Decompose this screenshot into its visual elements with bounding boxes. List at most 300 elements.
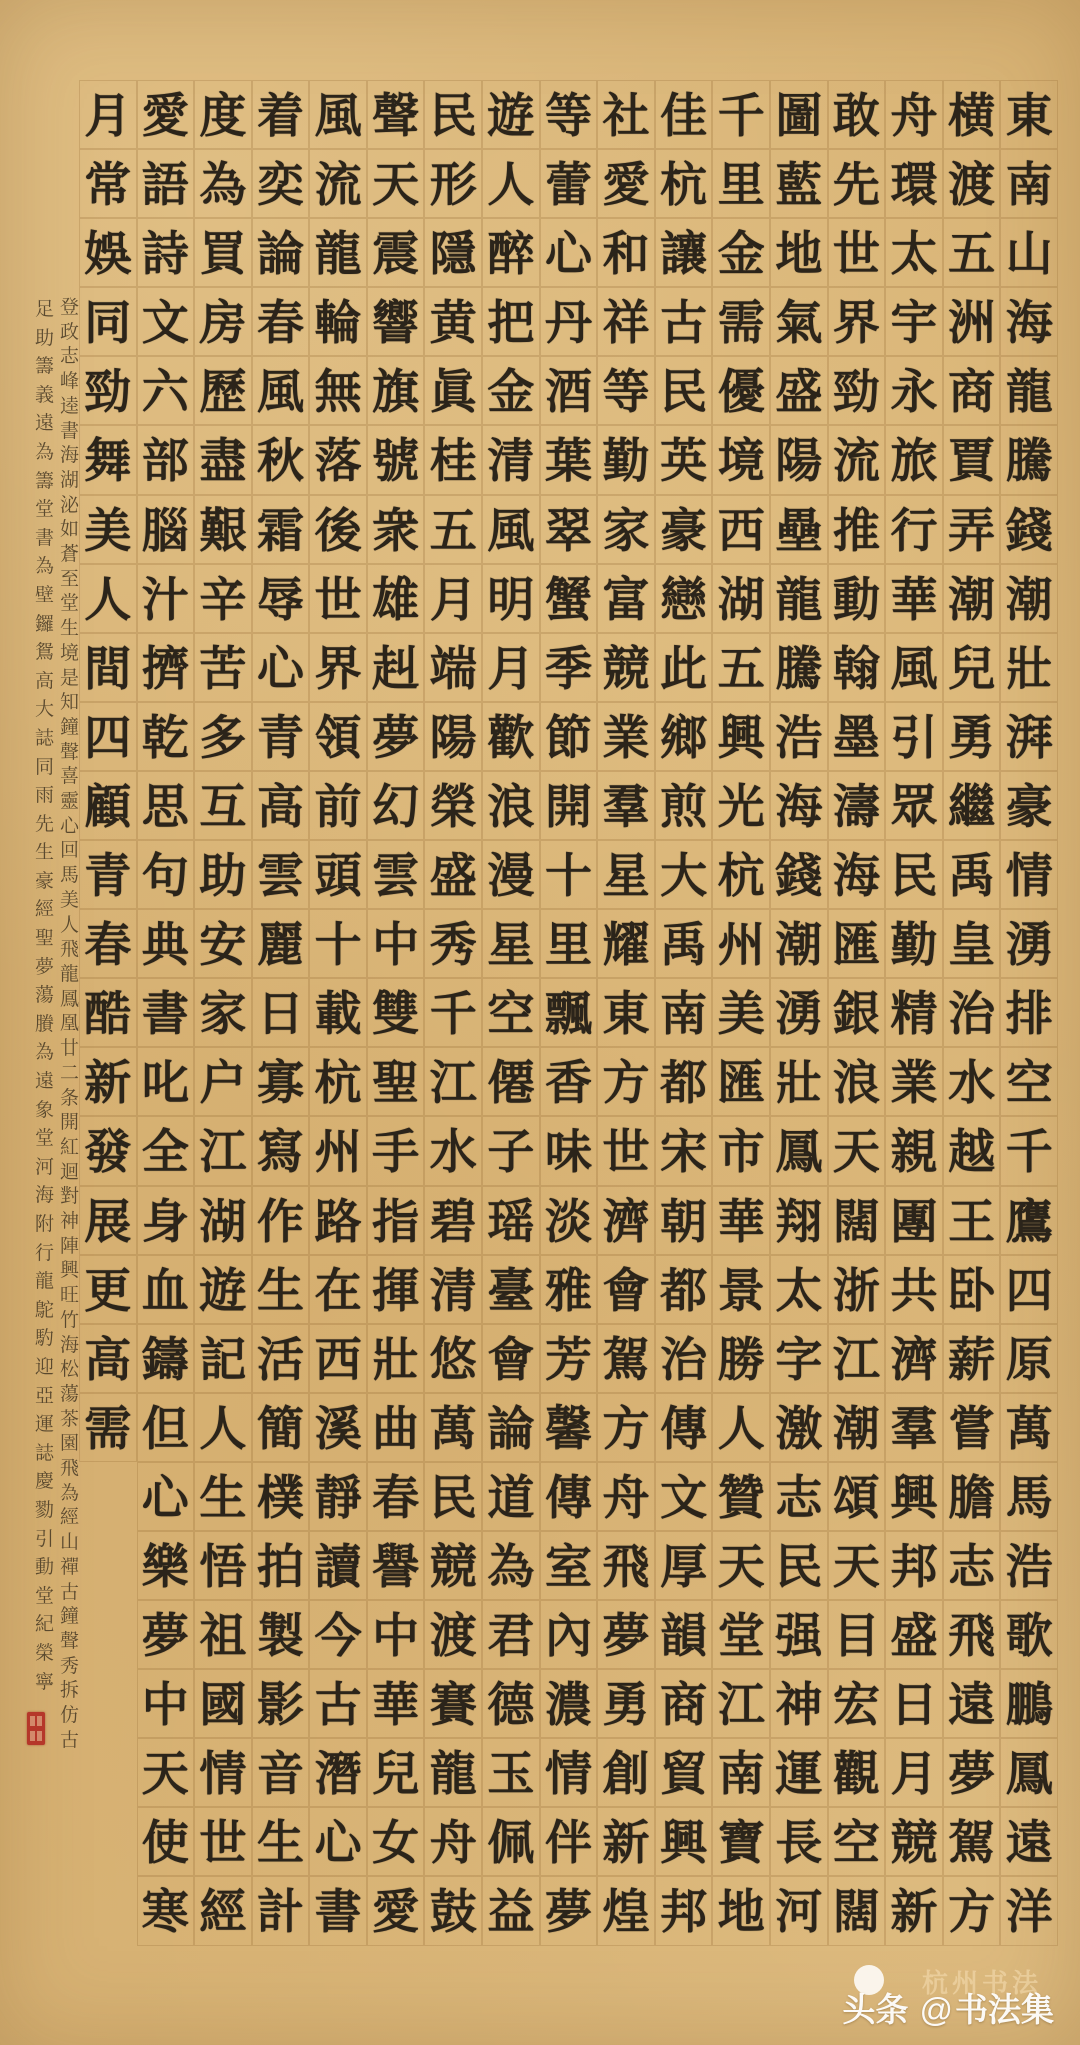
char-cell: 駕 xyxy=(597,1324,655,1393)
char-cell: 中 xyxy=(367,1600,425,1669)
char-cell: 後 xyxy=(309,495,367,564)
colophon-char: 古 xyxy=(59,1729,79,1751)
char-cell: 春 xyxy=(252,287,310,356)
char-cell: 敢 xyxy=(828,80,886,149)
char-cell: 文 xyxy=(137,287,195,356)
char-cell: 季 xyxy=(540,633,598,702)
char-cell: 但 xyxy=(137,1393,195,1462)
colophon-char: 經 xyxy=(59,1507,79,1529)
char-cell: 水 xyxy=(424,1116,482,1185)
char-cell: 發 xyxy=(79,1116,137,1185)
char-cell: 賽 xyxy=(424,1669,482,1738)
char-cell: 拍 xyxy=(252,1531,310,1600)
char-cell: 家 xyxy=(597,495,655,564)
colophon-char: 壁 xyxy=(34,584,54,606)
char-cell: 使 xyxy=(137,1807,195,1876)
char-cell: 東 xyxy=(597,978,655,1047)
text-column xyxy=(770,80,828,1946)
char-cell: 淡 xyxy=(540,1186,598,1255)
colophon-char: 蕩 xyxy=(34,985,54,1007)
colophon-char: 龍 xyxy=(34,1271,54,1293)
char-cell: 天 xyxy=(367,149,425,218)
char-cell: 界 xyxy=(828,287,886,356)
text-column xyxy=(194,80,252,1946)
char-cell: 清 xyxy=(424,1255,482,1324)
char-cell: 戀 xyxy=(655,564,713,633)
char-cell: 兒 xyxy=(943,633,1001,702)
char-cell: 飛 xyxy=(943,1600,1001,1669)
char-cell: 都 xyxy=(655,1255,713,1324)
char-cell: 月 xyxy=(482,633,540,702)
char-cell: 騰 xyxy=(1000,425,1058,494)
char-cell: 舟 xyxy=(885,80,943,149)
colophon-char: 為 xyxy=(34,1042,54,1064)
char-cell: 先 xyxy=(828,149,886,218)
colophon-char: 遠 xyxy=(34,1071,54,1093)
char-cell: 情 xyxy=(194,1738,252,1807)
char-cell: 霜 xyxy=(252,495,310,564)
char-cell: 月 xyxy=(79,80,137,149)
char-cell: 壯 xyxy=(770,1047,828,1116)
char-cell: 市 xyxy=(712,1116,770,1185)
char-cell: 記 xyxy=(194,1324,252,1393)
char-cell: 天 xyxy=(828,1531,886,1600)
char-cell: 汁 xyxy=(137,564,195,633)
char-cell: 業 xyxy=(885,1047,943,1116)
colophon-char: 迴 xyxy=(59,1161,79,1183)
char-cell: 空 xyxy=(482,978,540,1047)
char-cell: 墨 xyxy=(828,702,886,771)
char-cell: 水 xyxy=(943,1047,1001,1116)
char-cell: 飄 xyxy=(540,978,598,1047)
char-cell: 春 xyxy=(367,1462,425,1531)
char-cell: 風 xyxy=(482,495,540,564)
colophon-char: 鳳 xyxy=(59,988,79,1010)
char-cell: 鼓 xyxy=(424,1876,482,1945)
colophon-char: 秀 xyxy=(59,1655,79,1677)
char-cell: 勝 xyxy=(712,1324,770,1393)
colophon-char: 誌 xyxy=(34,1442,54,1464)
char-cell: 今 xyxy=(309,1600,367,1669)
char-cell: 邦 xyxy=(885,1531,943,1600)
char-cell: 家 xyxy=(194,978,252,1047)
colophon-char: 仿 xyxy=(59,1705,79,1727)
char-cell: 情 xyxy=(540,1738,598,1807)
char-cell: 朝 xyxy=(655,1186,713,1255)
char-cell: 浩 xyxy=(770,702,828,771)
char-cell: 五 xyxy=(943,218,1001,287)
char-cell: 親 xyxy=(885,1116,943,1185)
char-cell: 西 xyxy=(309,1324,367,1393)
char-cell: 河 xyxy=(770,1876,828,1945)
char-cell: 日 xyxy=(885,1669,943,1738)
char-cell: 勁 xyxy=(828,356,886,425)
char-cell: 王 xyxy=(943,1186,1001,1255)
char-cell: 社 xyxy=(597,80,655,149)
char-cell: 風 xyxy=(252,356,310,425)
char-cell: 目 xyxy=(828,1600,886,1669)
watermark-brand: 头条 xyxy=(842,1991,909,2028)
char-cell: 風 xyxy=(309,80,367,149)
char-cell: 盡 xyxy=(194,425,252,494)
char-cell: 勇 xyxy=(943,702,1001,771)
char-cell: 悠 xyxy=(424,1324,482,1393)
char-cell: 苦 xyxy=(194,633,252,702)
char-cell: 指 xyxy=(367,1186,425,1255)
char-cell: 古 xyxy=(655,287,713,356)
char-cell: 雲 xyxy=(367,840,425,909)
char-cell: 雄 xyxy=(367,564,425,633)
char-cell: 辛 xyxy=(194,564,252,633)
char-cell: 眞 xyxy=(424,356,482,425)
colophon-column xyxy=(57,296,82,1753)
char-cell: 世 xyxy=(309,564,367,633)
char-cell: 助 xyxy=(194,840,252,909)
char-cell: 悟 xyxy=(194,1531,252,1600)
char-cell: 千 xyxy=(424,978,482,1047)
colophon-char: 如 xyxy=(59,519,79,541)
char-cell: 煎 xyxy=(655,771,713,840)
colophon-char: 神 xyxy=(59,1211,79,1233)
colophon-char: 蒼 xyxy=(59,544,79,566)
char-cell: 月 xyxy=(424,564,482,633)
char-cell: 渡 xyxy=(943,149,1001,218)
char-cell: 心 xyxy=(540,218,598,287)
char-cell: 方 xyxy=(597,1393,655,1462)
colophon-char: 拆 xyxy=(59,1680,79,1702)
watermark-handle: 书法集 xyxy=(955,1991,1054,2028)
char-cell: 旗 xyxy=(367,356,425,425)
colophon-char: 古 xyxy=(59,1581,79,1603)
char-cell: 創 xyxy=(597,1738,655,1807)
char-cell: 洋 xyxy=(1000,1876,1058,1945)
char-cell: 夢 xyxy=(540,1876,598,1945)
char-cell: 互 xyxy=(194,771,252,840)
char-cell: 簡 xyxy=(252,1393,310,1462)
char-cell: 載 xyxy=(309,978,367,1047)
char-cell: 空 xyxy=(828,1807,886,1876)
colophon-char: 鑼 xyxy=(34,613,54,635)
colophon-char: 興 xyxy=(59,1260,79,1282)
char-cell: 原 xyxy=(1000,1324,1058,1393)
char-cell: 愛 xyxy=(597,149,655,218)
colophon-char: 亞 xyxy=(34,1385,54,1407)
char-cell: 漫 xyxy=(482,840,540,909)
text-column xyxy=(885,80,943,1946)
char-cell: 震 xyxy=(367,218,425,287)
char-cell: 壯 xyxy=(367,1324,425,1393)
watermark xyxy=(794,1963,1054,2033)
char-cell: 為 xyxy=(482,1531,540,1600)
char-cell: 生 xyxy=(194,1462,252,1531)
char-cell: 民 xyxy=(424,1462,482,1531)
char-cell: 語 xyxy=(137,149,195,218)
char-cell: 渡 xyxy=(424,1600,482,1669)
char-cell: 譽 xyxy=(367,1531,425,1600)
colophon-char: 志 xyxy=(59,346,79,368)
char-cell: 潮 xyxy=(943,564,1001,633)
char-cell: 榮 xyxy=(424,771,482,840)
char-cell: 落 xyxy=(309,425,367,494)
char-cell: 心 xyxy=(309,1807,367,1876)
char-cell: 旅 xyxy=(885,425,943,494)
char-cell: 雲 xyxy=(252,840,310,909)
char-cell: 銀 xyxy=(828,978,886,1047)
char-cell: 舟 xyxy=(597,1462,655,1531)
char-cell: 青 xyxy=(252,702,310,771)
colophon-char: 登 xyxy=(59,297,79,318)
colophon-char: 峰 xyxy=(59,371,79,393)
colophon-char: 二 xyxy=(59,1062,79,1084)
char-cell: 浪 xyxy=(482,771,540,840)
char-cell: 世 xyxy=(194,1807,252,1876)
char-cell: 內 xyxy=(540,1600,598,1669)
colophon-char: 禪 xyxy=(59,1556,79,1578)
colophon-char: 義 xyxy=(34,384,54,406)
colophon-char: 寧 xyxy=(34,1671,54,1693)
char-cell: 里 xyxy=(712,149,770,218)
char-cell: 天 xyxy=(828,1116,886,1185)
colophon-char: 勠 xyxy=(34,1499,54,1521)
char-cell: 遠 xyxy=(943,1669,1001,1738)
char-cell: 潮 xyxy=(1000,564,1058,633)
char-cell: 嘗 xyxy=(943,1393,1001,1462)
char-cell: 志 xyxy=(770,1462,828,1531)
char-cell: 香 xyxy=(540,1047,598,1116)
char-cell: 娛 xyxy=(79,218,137,287)
char-cell: 味 xyxy=(540,1116,598,1185)
char-cell: 為 xyxy=(194,149,252,218)
text-column xyxy=(828,80,886,1946)
char-cell: 治 xyxy=(943,978,1001,1047)
char-cell: 經 xyxy=(194,1876,252,1945)
colophon-char: 書 xyxy=(59,420,79,442)
char-cell: 新 xyxy=(885,1876,943,1945)
char-cell: 高 xyxy=(252,771,310,840)
char-cell: 同 xyxy=(79,287,137,356)
char-cell: 陽 xyxy=(770,425,828,494)
colophon-char: 茶 xyxy=(59,1408,79,1430)
colophon-char: 園 xyxy=(59,1433,79,1455)
char-cell: 醉 xyxy=(482,218,540,287)
text-grid xyxy=(78,80,1058,1946)
char-cell: 鄉 xyxy=(655,702,713,771)
colophon-char: 竹 xyxy=(59,1309,79,1331)
char-cell: 民 xyxy=(655,356,713,425)
char-cell: 節 xyxy=(540,702,598,771)
char-cell: 四 xyxy=(79,702,137,771)
char-cell: 龍 xyxy=(309,218,367,287)
char-cell: 濃 xyxy=(540,1669,598,1738)
colophon-char: 回 xyxy=(59,840,79,862)
char-cell: 夢 xyxy=(367,702,425,771)
char-cell: 勤 xyxy=(597,425,655,494)
char-cell: 萬 xyxy=(1000,1393,1058,1462)
at-sign: @ xyxy=(919,1991,953,2028)
colophon-char: 慶 xyxy=(34,1471,54,1493)
text-column xyxy=(367,80,425,1946)
char-cell: 等 xyxy=(540,80,598,149)
char-cell: 祥 xyxy=(597,287,655,356)
char-cell: 贊 xyxy=(712,1462,770,1531)
char-cell: 海 xyxy=(828,840,886,909)
char-cell: 浪 xyxy=(828,1047,886,1116)
char-cell: 十 xyxy=(540,840,598,909)
colophon-char: 馰 xyxy=(34,1328,54,1350)
colophon-char: 海 xyxy=(59,445,79,467)
colophon-char: 是 xyxy=(59,667,79,689)
char-cell: 方 xyxy=(943,1876,1001,1945)
char-cell: 地 xyxy=(712,1876,770,1945)
colophon-char: 至 xyxy=(59,568,79,590)
colophon-char: 豪 xyxy=(34,870,54,892)
char-cell: 秀 xyxy=(424,909,482,978)
char-cell: 人 xyxy=(712,1393,770,1462)
char-cell: 寫 xyxy=(252,1116,310,1185)
char-cell: 活 xyxy=(252,1324,310,1393)
char-cell: 腦 xyxy=(137,495,195,564)
char-cell: 辱 xyxy=(252,564,310,633)
text-column xyxy=(943,80,1001,1946)
colophon-char: 河 xyxy=(34,1156,54,1178)
char-cell: 遊 xyxy=(194,1255,252,1324)
char-cell: 號 xyxy=(367,425,425,494)
char-cell: 千 xyxy=(712,80,770,149)
colophon-char: 馬 xyxy=(59,865,79,887)
char-cell: 芳 xyxy=(540,1324,598,1393)
char-cell: 浙 xyxy=(828,1255,886,1324)
char-cell: 民 xyxy=(885,840,943,909)
colophon-char: 雨 xyxy=(34,785,54,807)
char-cell: 人 xyxy=(79,564,137,633)
char-cell: 西 xyxy=(712,495,770,564)
char-cell: 等 xyxy=(597,356,655,425)
char-cell: 神 xyxy=(770,1669,828,1738)
char-cell: 大 xyxy=(655,840,713,909)
char-cell: 雙 xyxy=(367,978,425,1047)
char-cell: 環 xyxy=(885,149,943,218)
char-cell: 勇 xyxy=(597,1669,655,1738)
colophon-char: 山 xyxy=(59,1532,79,1554)
char-cell: 世 xyxy=(597,1116,655,1185)
char-cell: 競 xyxy=(885,1807,943,1876)
char-cell: 中 xyxy=(367,909,425,978)
char-cell: 都 xyxy=(655,1047,713,1116)
colophon-char: 運 xyxy=(34,1414,54,1436)
watermark-ghost-text: 杭州书法 xyxy=(921,1968,1042,1998)
char-cell: 東 xyxy=(1000,80,1058,149)
char-cell: 激 xyxy=(770,1393,828,1462)
char-cell: 會 xyxy=(597,1255,655,1324)
char-cell: 引 xyxy=(885,702,943,771)
char-cell: 常 xyxy=(79,149,137,218)
char-cell: 湖 xyxy=(712,564,770,633)
char-cell: 潮 xyxy=(770,909,828,978)
char-cell: 排 xyxy=(1000,978,1058,1047)
char-cell: 弄 xyxy=(943,495,1001,564)
char-cell: 樂 xyxy=(137,1531,195,1600)
char-cell: 玉 xyxy=(482,1738,540,1807)
char-cell: 傳 xyxy=(655,1393,713,1462)
char-cell: 宇 xyxy=(885,287,943,356)
colophon-char: 靈 xyxy=(59,791,79,813)
char-cell: 佩 xyxy=(482,1807,540,1876)
char-cell: 展 xyxy=(79,1186,137,1255)
text-column xyxy=(309,80,367,1946)
char-cell: 佳 xyxy=(655,80,713,149)
char-cell: 杭 xyxy=(309,1047,367,1116)
char-cell: 度 xyxy=(194,80,252,149)
char-cell: 作 xyxy=(252,1186,310,1255)
char-cell: 南 xyxy=(655,978,713,1047)
char-cell: 太 xyxy=(885,218,943,287)
char-cell: 禹 xyxy=(943,840,1001,909)
char-cell: 聖 xyxy=(367,1047,425,1116)
char-cell: 治 xyxy=(655,1324,713,1393)
char-cell: 春 xyxy=(79,909,137,978)
colophon-char: 聖 xyxy=(34,928,54,950)
char-cell: 豪 xyxy=(1000,771,1058,840)
char-cell: 團 xyxy=(885,1186,943,1255)
char-cell: 人 xyxy=(194,1393,252,1462)
char-cell: 酒 xyxy=(540,356,598,425)
char-cell: 新 xyxy=(79,1047,137,1116)
colophon-char: 助 xyxy=(34,327,54,349)
char-cell: 清 xyxy=(482,425,540,494)
char-cell: 馨 xyxy=(540,1393,598,1462)
char-cell: 方 xyxy=(597,1047,655,1116)
char-cell: 書 xyxy=(309,1876,367,1945)
char-cell: 運 xyxy=(770,1738,828,1807)
char-cell: 耀 xyxy=(597,909,655,978)
char-cell: 血 xyxy=(137,1255,195,1324)
char-cell: 寡 xyxy=(252,1047,310,1116)
colophon-char: 聲 xyxy=(59,741,79,763)
text-column xyxy=(424,80,482,1946)
char-cell: 南 xyxy=(1000,149,1058,218)
char-cell: 製 xyxy=(252,1600,310,1669)
char-cell: 越 xyxy=(943,1116,1001,1185)
char-cell: 翔 xyxy=(770,1186,828,1255)
char-cell: 天 xyxy=(137,1738,195,1807)
char-cell: 寶 xyxy=(712,1807,770,1876)
char-cell: 月 xyxy=(885,1738,943,1807)
char-cell: 闊 xyxy=(828,1186,886,1255)
char-cell: 道 xyxy=(482,1462,540,1531)
colophon-char: 凰 xyxy=(59,1013,79,1035)
char-cell: 湧 xyxy=(770,978,828,1047)
char-cell: 翠 xyxy=(540,495,598,564)
char-cell: 江 xyxy=(712,1669,770,1738)
char-cell: 需 xyxy=(79,1393,137,1462)
char-cell: 字 xyxy=(770,1324,828,1393)
char-cell: 端 xyxy=(424,633,482,702)
char-cell: 詩 xyxy=(137,218,195,287)
colophon-char: 夢 xyxy=(34,956,54,978)
char-cell: 優 xyxy=(712,356,770,425)
char-cell: 勁 xyxy=(79,356,137,425)
char-cell: 湧 xyxy=(1000,909,1058,978)
char-cell: 宏 xyxy=(828,1669,886,1738)
colophon-char: 誌 xyxy=(34,727,54,749)
char-cell: 宋 xyxy=(655,1116,713,1185)
char-cell: 蕾 xyxy=(540,149,598,218)
char-cell: 金 xyxy=(482,356,540,425)
char-cell: 陽 xyxy=(424,702,482,771)
char-cell: 横 xyxy=(943,80,1001,149)
char-cell: 金 xyxy=(712,218,770,287)
colophon-column xyxy=(32,296,57,1753)
